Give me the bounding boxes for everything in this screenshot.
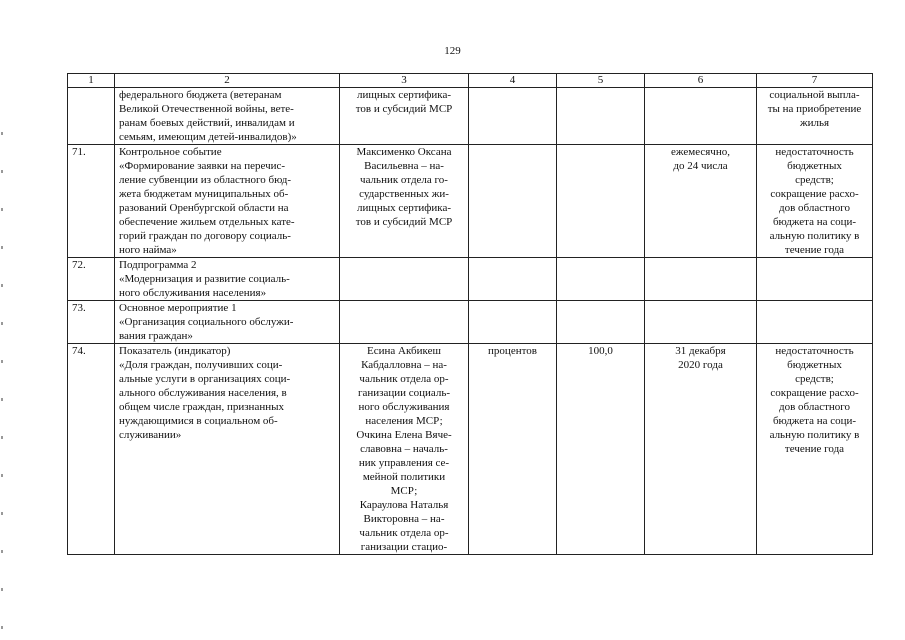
cell-line: тов и субсидий МСР [355,216,453,228]
cell-line: 72. [72,259,86,271]
description-cell [115,301,340,344]
cell-line: чальник отдела ор- [359,373,449,385]
deadline-cell [645,88,757,145]
cell-line: вания граждан» [119,330,193,342]
risk-cell [757,145,873,258]
cell-line: чальник отдела го- [360,174,448,186]
cell-line: «Формирование заявки на перечис- [119,160,286,172]
cell-line: Максименко Оксана [356,146,452,158]
cell-line: «Модернизация и развитие социаль- [119,273,290,285]
cell-line: «Организация социального обслужи- [119,316,294,328]
risk-cell [757,88,873,145]
cell-line: средств; [795,174,834,186]
description-cell [115,145,340,258]
cell-line: 100,0 [588,345,613,357]
cell-line: ного обслуживания [358,401,450,413]
cell-line: ганизации социаль- [357,387,451,399]
column-header: 6 [645,74,757,88]
risk-cell [757,344,873,555]
deadline-cell [645,258,757,301]
cell-line: дов областного [778,401,851,413]
table-row [68,344,873,555]
scan-margin-marks [0,0,4,640]
table-row [68,258,873,301]
column-header: 3 [340,74,469,88]
cell-line: процентов [488,345,537,357]
risk-cell [757,258,873,301]
value-cell [557,145,645,258]
column-header: 1 [68,74,115,88]
cell-line: семьям, имеющим детей-инвалидов)» [119,131,297,143]
risk-cell [757,301,873,344]
cell-line: разований Оренбургской области на [119,202,289,214]
value-cell [557,88,645,145]
table-row [68,301,873,344]
cell-line: Васильевна – на- [364,160,444,172]
cell-line: нуждающимися в социальном об- [119,415,278,427]
cell-line: 73. [72,302,86,314]
cell-line: Подпрограмма 2 [119,259,197,271]
column-header: 4 [469,74,557,88]
cell-line: сударственных жи- [359,188,449,200]
unit-cell [469,301,557,344]
value-cell [557,301,645,344]
cell-line: ного найма» [119,244,177,256]
cell-line: мейной политики [362,471,446,483]
cell-line: бюджетных [787,359,842,371]
cell-line: 74. [72,345,86,357]
responsible-cell [340,344,469,555]
cell-line: течение года [784,443,845,455]
cell-line: МСР; [390,485,418,497]
row-number-cell [68,88,115,145]
cell-line: жета бюджетам муниципальных об- [119,188,289,200]
responsible-cell [340,88,469,145]
responsible-cell [340,145,469,258]
cell-line: дов областного [778,202,851,214]
cell-line: лищных сертифика- [356,202,452,214]
cell-line: Караулова Наталья [359,499,449,511]
responsible-cell [340,301,469,344]
value-cell [557,344,645,555]
description-cell [115,258,340,301]
row-number-cell [68,258,115,301]
cell-line: ты на приобретение [767,103,862,115]
cell-line: населения МСР; [365,415,443,427]
cell-line: лищных сертифика- [356,89,452,101]
cell-line: ранам боевых действий, инвалидам и [119,117,295,129]
cell-line: сокращение расхо- [770,188,859,200]
cell-line: сокращение расхо- [770,387,859,399]
description-cell [115,344,340,555]
cell-line: «Доля граждан, получивших соци- [119,359,283,371]
document-table [67,73,873,555]
cell-line: альную политику в [769,429,860,441]
cell-line: жилья [799,117,830,129]
deadline-cell [645,301,757,344]
row-number-cell [68,145,115,258]
responsible-cell [340,258,469,301]
cell-line: Кабдалловна – на- [361,359,447,371]
cell-line: ного обслуживания населения» [119,287,267,299]
description-cell [115,88,340,145]
cell-line: Очкина Елена Вяче- [356,429,452,441]
cell-line: ального обслуживания населения, в [119,387,287,399]
table-body [68,88,873,555]
cell-line: 31 декабря [675,345,726,357]
column-header: 2 [115,74,340,88]
cell-line: ление субвенции из областного бюд- [119,174,292,186]
table-row [68,145,873,258]
value-cell [557,258,645,301]
cell-line: тов и субсидий МСР [355,103,453,115]
unit-cell [469,88,557,145]
cell-line: горий граждан по договору социаль- [119,230,291,242]
cell-line: социальной выпла- [769,89,860,101]
cell-line: бюджетных [787,160,842,172]
row-number-cell [68,301,115,344]
cell-line: недостаточность [775,345,854,357]
header-row [68,74,873,88]
cell-line: 71. [72,146,86,158]
cell-line: чальник отдела ор- [359,527,449,539]
cell-line: Контрольное событие [119,146,222,158]
cell-line: Викторовна – на- [363,513,445,525]
unit-cell [469,145,557,258]
cell-line: альные услуги в организациях соци- [119,373,291,385]
column-header: 5 [557,74,645,88]
cell-line: ник управления се- [358,457,450,469]
cell-line: обеспечение жильем отдельных кате- [119,216,295,228]
cell-line: славовна – началь- [360,443,448,455]
row-number-cell [68,344,115,555]
unit-cell [469,344,557,555]
cell-line: Основное мероприятие 1 [119,302,237,314]
column-header: 7 [757,74,873,88]
cell-line: 2020 года [678,359,723,371]
deadline-cell [645,145,757,258]
deadline-cell [645,344,757,555]
cell-line: Есина Акбикеш [367,345,441,357]
page-number: 129 [444,45,461,57]
cell-line: бюджета на соци- [772,216,857,228]
cell-line: Великой Отечественной войны, вете- [119,103,294,115]
cell-line: бюджета на соци- [772,415,857,427]
unit-cell [469,258,557,301]
cell-line: Показатель (индикатор) [119,345,231,357]
cell-line: недостаточность [775,146,854,158]
cell-line: до 24 числа [673,160,728,172]
cell-line: общем числе граждан, признанных [119,401,284,413]
cell-line: течение года [784,244,845,256]
cell-line: федерального бюджета (ветеранам [119,89,282,101]
cell-line: ганизации стацио- [360,541,448,553]
table-row [68,88,873,145]
cell-line: служивании» [119,429,182,441]
cell-line: альную политику в [769,230,860,242]
cell-line: средств; [795,373,834,385]
cell-line: ежемесячно, [671,146,730,158]
